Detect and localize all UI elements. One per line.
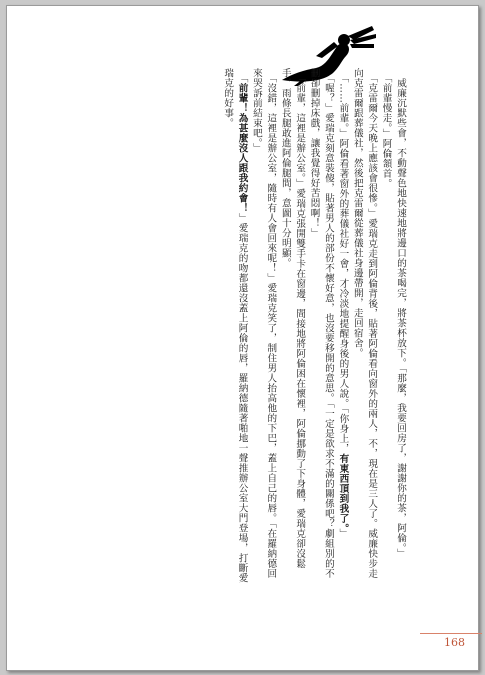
bold-phrase: 有東西頂到我了。 — [337, 453, 349, 529]
paragraph-8 — [220, 68, 249, 588]
paragraph-4 — [335, 68, 349, 588]
paragraph-4-text: 「……前輩。」阿倫看著窗外的葬儀社好一會，才冷淡地提醒身後的男人說。「你身上，有東西頂到我了。」 — [337, 68, 349, 539]
paragraph-2: 「前輩慢走。」阿倫頷首。 — [380, 68, 392, 189]
paragraph-7: 「沒錯，這裡是辦公室，隨時有人會回來呢！」愛瑞克笑了，制住男人抬高他的下巴，蓋上自己的唇。「在羅納德回來哭訴前結束吧。」 — [250, 68, 277, 579]
paragraph-5: 「喔？」愛瑞克刻意裝傻，貼著男人的部份不懷好意，也沒要移開的意思。「一定是欲求不滿的關係吧？劇組別的不刪卻刪掉床戲，讓我覺得好苦悶啊！」 — [308, 68, 334, 579]
document-page — [6, 5, 479, 671]
paragraph-1: 威廉沉默些會，不動聲色地快速地將邊口的茶喝完，將茶杯放下。「那麼，我要回房了，謝謝你的茶，阿倫。」 — [395, 68, 406, 559]
paragraph-8-text: 「前輩！為甚麼沒人跟我約會！」愛瑞克的吻都還沒蓋上阿倫的唇，羅納德隨著啪地一聲推辦公室大門登場，打斷愛瑞克的好事。 — [222, 68, 248, 584]
vertical-text-body — [107, 68, 407, 588]
paragraph-3: 「克雷爾今天晚上應該會很慘。」愛瑞克走到阿倫背後，貼著阿倫看向窗外的兩人，不，現在是三人了。威廉快步走向克雷爾跟葬儀社，然後把克雷爾從葬儀社身邊帶開，走回宿舍。 — [351, 68, 378, 579]
page-number: 168 — [444, 636, 465, 649]
footer-rule — [420, 633, 482, 634]
bold-phrase: 前輩！為甚麼沒人跟我約會！ — [236, 83, 248, 214]
paragraph-6: 「前輩，這裡是辦公室。」愛瑞克張開雙手卡在窗邊，間接地將阿倫困在懷裡，阿倫挪動了下身體，愛瑞克卻沒鬆手，雨條長腿敢進阿倫腿間，意圖十分明顯。 — [279, 68, 306, 569]
